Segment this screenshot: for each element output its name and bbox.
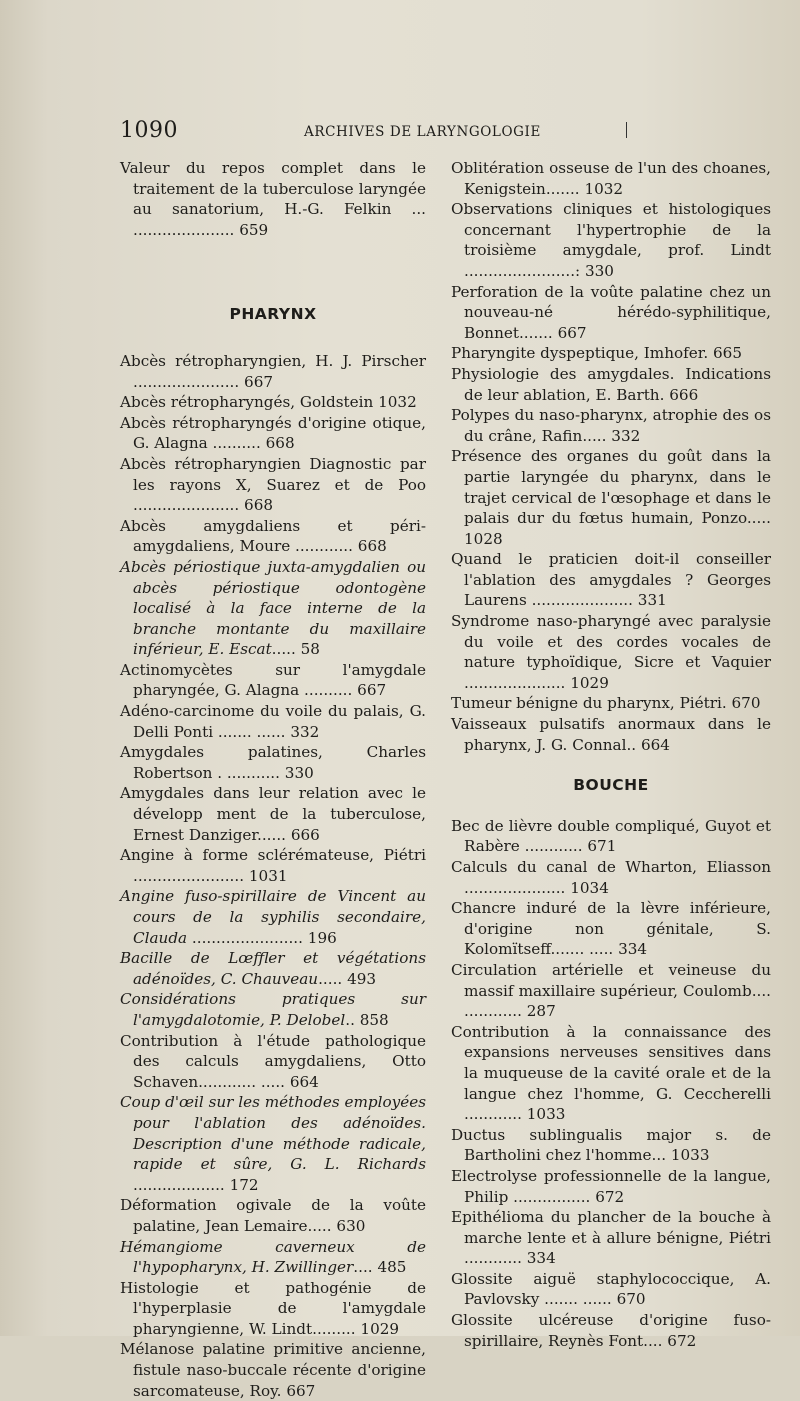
- entry-text: Déformation ogivale de la voûte palatine, Jean Lemaire: [120, 1196, 426, 1235]
- entry-page-number: 668: [265, 434, 295, 453]
- entry-leader-dots: .... ............: [464, 981, 771, 1021]
- entry-page-number: 1032: [378, 393, 417, 412]
- entry-text: Histologie et pathogénie de l'hyperplasie de l'amygdale pharyngienne, W. Lindt: [120, 1278, 426, 1338]
- entry-leader-dots: ............: [519, 837, 588, 856]
- index-entry: [451, 405, 771, 446]
- index-entry: [451, 282, 771, 344]
- entry-page-number: 1029: [360, 1319, 400, 1338]
- left-column: [120, 158, 426, 1401]
- entry-leader-dots: .....: [318, 969, 348, 988]
- entry-text: Physiologie des amygdales. Indications de leur ablation, E. Barth.: [451, 364, 771, 404]
- entry-leader-dots: .........: [312, 1319, 361, 1338]
- entry-page-number: 196: [307, 928, 337, 947]
- entry-text: Contribution à l'étude pathologique des calculs amygdaliens, Otto Schaven: [120, 1031, 426, 1091]
- entry-leader-dots: ......................: [133, 496, 245, 515]
- entry-leader-dots: .....: [582, 426, 612, 445]
- entry-leader-dots: ....: [353, 1258, 378, 1277]
- entry-text: Bacille de Lœffler et végétations adénoïdes, C. Chauveau: [120, 949, 426, 988]
- entry-text: Ductus sublingualis major s. de Bartholini chez l'homme: [451, 1125, 771, 1165]
- entry-text: Observations cliniques et histologiques concernant l'hypertrophie de la troisième amygdale, prof. Lindt: [451, 200, 771, 260]
- entry-page-number: 667: [286, 1381, 316, 1400]
- entry-page-number: 666: [290, 825, 320, 844]
- index-entry: [451, 1125, 771, 1166]
- index-entry: [120, 1195, 426, 1236]
- entry-text: Angine fuso-spirillaire de Vincent au cours de la syphilis secondaire, Clauda: [120, 887, 426, 947]
- entry-leader-dots: ... .....................: [133, 200, 426, 239]
- entry-text: Chancre induré de la lèvre inférieure, d'origine non génitale, S. Kolomïtseff: [451, 899, 771, 959]
- entry-page-number: 630: [336, 1216, 366, 1235]
- index-entry: [451, 549, 771, 611]
- entry-page-number: 493: [347, 969, 377, 988]
- entry-text: Glossite aiguë staphylococcique, A. Pavlovsky: [451, 1269, 771, 1309]
- index-entry: [451, 898, 771, 960]
- entry-page-number: 1031: [248, 866, 288, 885]
- section-title-pharynx: PHARYNX: [229, 305, 317, 324]
- header-rule-mark: [626, 122, 627, 138]
- entry-text: Présence des organes du goût dans la partie laryngée du pharynx, dans le trajet cervical de l'œsophage et dans le palais dur du fœtus humain, Ponzo: [451, 447, 771, 528]
- entry-page-number: 1029: [570, 673, 609, 692]
- entry-page-number: 330: [584, 261, 614, 280]
- index-entry: [451, 1269, 771, 1310]
- entry-page-number: 1033: [526, 1105, 566, 1124]
- index-entry: [120, 660, 426, 701]
- entry-page-number: 665: [713, 344, 742, 363]
- entry-page-number: 332: [290, 722, 320, 741]
- entry-text: Electrolyse professionnelle de la langue, Philip: [451, 1166, 771, 1206]
- right-column: [451, 158, 771, 1351]
- entry-page-number: 667: [244, 372, 274, 391]
- index-entry: [451, 693, 771, 714]
- index-entry: [120, 1339, 426, 1401]
- index-entry: [120, 557, 426, 660]
- left-intro-entries: [120, 158, 426, 240]
- entry-text: Oblitération osseuse de l'un des choanes, Kenigstein: [451, 159, 771, 198]
- entry-leader-dots: .....: [271, 640, 301, 659]
- index-entry: [451, 960, 771, 1022]
- index-entry: [451, 158, 771, 199]
- entry-text: Abcès amygdaliens et péri-amygdaliens, Moure: [120, 516, 426, 556]
- entry-page-number: 667: [557, 323, 587, 342]
- index-entry: [120, 742, 426, 783]
- entry-page-number: 172: [229, 1175, 259, 1194]
- entry-text: Abcès périostique juxta-amygdalien ou abcès périostique odontogène localisé à la face interne de la branche montante du maxillaire inférieur, E. Escat: [120, 557, 426, 659]
- entry-text: Considérations pratiques sur l'amygdalotomie, P. Delobel: [120, 990, 426, 1029]
- entry-leader-dots: .......................: [133, 866, 249, 885]
- entry-text: Epithélioma du plancher de la bouche à marche lente et à allure bénigne, Piétri: [451, 1208, 771, 1247]
- index-entry: [120, 701, 426, 742]
- entry-text: Glossite ulcéreuse d'origine fuso-spirillaire, Reynès Font: [451, 1311, 771, 1350]
- entry-leader-dots: ....... .....: [550, 940, 619, 959]
- index-entry: [120, 454, 426, 516]
- entry-leader-dots: ............ .....: [198, 1072, 290, 1091]
- entry-text: Vaisseaux pulsatifs anormaux dans le pharynx, J. G. Connal: [451, 715, 771, 754]
- index-entry: [451, 1022, 771, 1125]
- entry-leader-dots: ......: [257, 825, 291, 844]
- index-entry: [451, 714, 771, 755]
- entry-leader-dots: .......: [545, 179, 585, 198]
- entry-page-number: 667: [357, 681, 387, 700]
- index-entry: [451, 199, 771, 281]
- entry-leader-dots: ...................: [133, 1175, 230, 1194]
- index-entry: [451, 611, 771, 693]
- entry-leader-dots: ............: [290, 537, 358, 556]
- entry-leader-dots: ................: [508, 1187, 596, 1206]
- entry-text: Actinomycètes sur l'amygdale pharyngée, G. Alagna: [120, 660, 426, 700]
- page-header: [120, 118, 760, 148]
- entry-text: Amygdales palatines, Charles Robertson: [120, 743, 426, 782]
- running-title: ARCHIVES DE LARYNGOLOGIE: [304, 124, 541, 140]
- entry-page-number: 334: [618, 940, 648, 959]
- entry-text: Quand le praticien doit-il conseiller l'ablation des amygdales ? Georges Laurens: [451, 550, 771, 610]
- entry-leader-dots: ............: [464, 1249, 527, 1268]
- index-entry: [451, 1310, 771, 1351]
- entry-leader-dots: .......................: [187, 928, 308, 947]
- index-entry: [120, 1031, 426, 1093]
- pharynx-entries-right: [451, 158, 771, 755]
- index-entry: [120, 783, 426, 845]
- entry-page-number: 668: [357, 537, 387, 556]
- section-title-bouche: BOUCHE: [573, 776, 649, 795]
- entry-text: Hémangiome caverneux de l'hypopharynx, H. Zwillinger: [120, 1237, 426, 1277]
- entry-page-number: 1033: [670, 1146, 710, 1165]
- index-entry: [120, 1092, 426, 1195]
- entry-page-number: 672: [595, 1187, 625, 1206]
- entry-leader-dots: ......................: [133, 372, 245, 391]
- page-number: 1090: [120, 118, 178, 143]
- entry-page-number: 332: [611, 426, 641, 445]
- entry-leader-dots: .......: [518, 323, 558, 342]
- entry-text: Abcès rétropharyngés, Goldstein: [120, 393, 374, 412]
- entry-text: Contribution à la connaissance des expansions nerveuses sensitives dans la muqueuse de la cavité orale et de la langue chez l'homme, G. Ceccherelli: [451, 1022, 771, 1103]
- entry-text: Amygdales dans leur relation avec le développ ment de la tuberculose, Ernest Danziger: [120, 784, 426, 844]
- entry-page-number: 485: [377, 1258, 407, 1277]
- index-entry: [120, 845, 426, 886]
- bouche-entries: [451, 816, 771, 1351]
- entry-page-number: 287: [526, 1002, 556, 1021]
- index-entry: [120, 516, 426, 557]
- entry-leader-dots: .....................: [526, 591, 638, 610]
- index-entry: [451, 816, 771, 857]
- entry-page-number: 671: [587, 837, 617, 856]
- entry-text: Abcès rétropharyngés d'origine otique, G. Alagna: [120, 413, 426, 453]
- index-entry: [451, 343, 771, 364]
- entry-page-number: 331: [637, 591, 667, 610]
- pharynx-entries-left: [120, 351, 426, 1401]
- entry-page-number: 666: [669, 385, 699, 404]
- entry-text: Pharyngite dyspeptique, Imhofer.: [451, 344, 709, 363]
- entry-text: Bec de lièvre double compliqué, Guyot et Rabère: [451, 816, 771, 856]
- entry-page-number: 58: [300, 640, 320, 659]
- entry-text: Circulation artérielle et veineuse du massif maxillaire supérieur, Coulomb: [451, 960, 771, 1000]
- index-entry: [120, 886, 426, 948]
- entry-leader-dots: ....: [643, 1331, 668, 1350]
- entry-leader-dots: .....: [307, 1216, 337, 1235]
- entry-page-number: 858: [359, 1010, 389, 1029]
- entry-page-number: 330: [284, 763, 314, 782]
- index-entry: [451, 857, 771, 898]
- entry-text: Tumeur bénigne du pharynx, Piétri.: [451, 694, 727, 713]
- entry-leader-dots: ....... ......: [213, 722, 291, 741]
- entry-page-number: 1028: [464, 529, 503, 548]
- index-entry: [120, 1278, 426, 1340]
- entry-page-number: 664: [289, 1072, 319, 1091]
- entry-leader-dots: .....................: [464, 878, 571, 897]
- entry-leader-dots: .......................:: [464, 261, 585, 280]
- index-entry: [120, 392, 426, 413]
- entry-page-number: 672: [667, 1331, 697, 1350]
- entry-text: Abcès rétropharyngien Diagnostic par les rayons X, Suarez et de Poo: [120, 454, 426, 494]
- entry-text: Polypes du naso-pharynx, atrophie des os du crâne, Rafin: [451, 406, 771, 445]
- entry-text: Angine à forme sclérémateuse, Piétri: [120, 846, 426, 865]
- index-entry: [451, 1207, 771, 1269]
- entry-page-number: 659: [239, 220, 269, 239]
- entry-leader-dots: ....... ......: [539, 1290, 617, 1309]
- entry-page-number: 670: [616, 1290, 646, 1309]
- entry-leader-dots: .....: [746, 509, 771, 528]
- index-entry: [451, 1166, 771, 1207]
- index-entry: [451, 446, 771, 549]
- entry-leader-dots: . ...........: [212, 763, 285, 782]
- index-entry: [120, 989, 426, 1030]
- index-entry: [120, 1237, 426, 1278]
- entry-text: Calculs du canal de Wharton, Eliasson: [451, 858, 771, 876]
- entry-text: Abcès rétropharyngien, H. J. Pirscher: [120, 351, 426, 370]
- entry-text: Valeur du repos complet dans le traitement de la tuberculose laryngée au sanatorium, H.-G. Felkin: [120, 159, 426, 219]
- entry-page-number: 668: [244, 496, 274, 515]
- entry-leader-dots: ..........: [299, 681, 358, 700]
- entry-leader-dots: ...: [651, 1146, 671, 1165]
- index-entry: [120, 948, 426, 989]
- entry-text: Adéno-carcinome du voile du palais, G. Delli Ponti: [120, 702, 426, 741]
- entry-page-number: 1032: [584, 179, 624, 198]
- entry-text: Coup d'œil sur les méthodes employées pour l'ablation des adénoïdes. Description d'une méthode radicale, rapide et sûre, G. L. Richards: [120, 1093, 426, 1174]
- index-entry: [451, 364, 771, 405]
- entry-text: Syndrome naso-pharyngé avec paralysie du voile et des cordes vocales de nature typhoïdique, Sicre et Vaquier: [451, 612, 771, 672]
- index-entry: [120, 351, 426, 392]
- entry-page-number: 1034: [570, 878, 609, 897]
- index-entry: [120, 158, 426, 240]
- entry-page-number: 664: [640, 735, 670, 754]
- entry-text: Perforation de la voûte palatine chez un nouveau-né hérédo-syphilitique, Bonnet: [451, 282, 771, 342]
- entry-page-number: 334: [526, 1249, 556, 1268]
- entry-leader-dots: ..: [345, 1010, 360, 1029]
- entry-leader-dots: ............: [464, 1105, 527, 1124]
- entry-text: Mélanose palatine primitive ancienne, fistule naso-buccale récente d'origine sarcomateuse, Roy.: [120, 1340, 426, 1400]
- entry-leader-dots: ..........: [207, 434, 266, 453]
- index-entry: [120, 413, 426, 454]
- entry-page-number: 670: [731, 694, 761, 713]
- entry-leader-dots: ..: [626, 735, 641, 754]
- entry-leader-dots: .....................: [464, 673, 571, 692]
